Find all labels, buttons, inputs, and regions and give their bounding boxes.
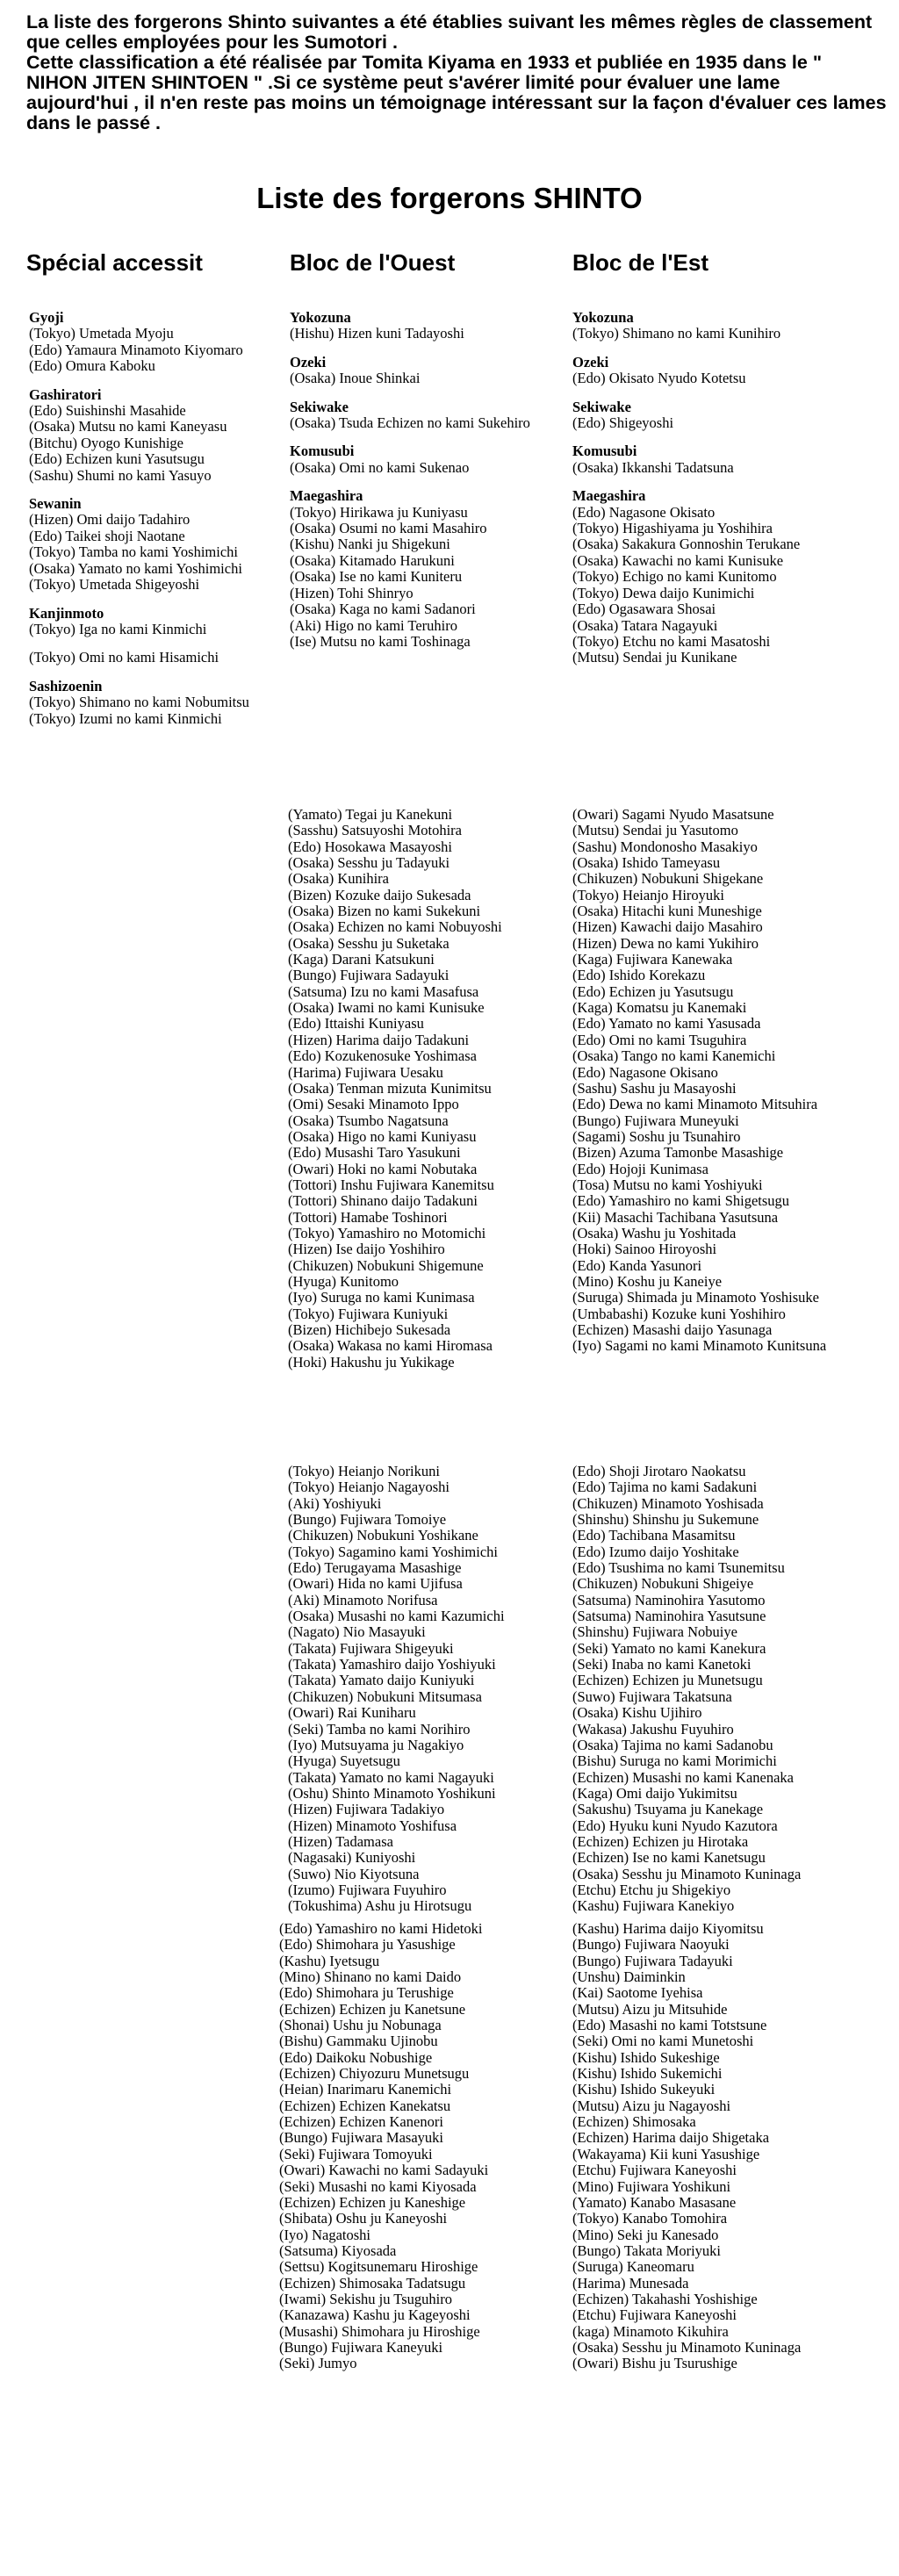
est-list-1 (572, 807, 867, 1355)
smith-name: (Tottori) Hamabe Toshinori (288, 1208, 448, 1226)
smith-name: (Edo) Hosokawa Masayoshi (288, 838, 452, 855)
smith-name: (Tokyo) Heianjo Nagayoshi (288, 1479, 450, 1496)
smith-name: (Echizen) Musashi no kami Kanenaka (572, 1768, 794, 1786)
smith-name: (Tokushima) Ashu ju Hirotsugu (288, 1897, 472, 1915)
smith-name: (Osaka) Kishu Ujihiro (572, 1704, 702, 1722)
column-header-est: Bloc de l'Est (572, 249, 708, 276)
smith-name: (Osaka) Tatara Nagayuki (572, 616, 718, 634)
rank-heading: Kanjinmoto (29, 604, 104, 622)
smith-name: (Ise) Mutsu no kami Toshinaga (290, 632, 471, 650)
smith-name: (Echizen) Takahashi Yoshishige (572, 2290, 758, 2307)
smith-name: (Osaka) Osumi no kami Masahiro (290, 520, 487, 537)
smith-name: (Edo) Yamashiro no kami Shigetsugu (572, 1192, 790, 1210)
smith-name: (Osaka) Tenman mizuta Kunimitsu (288, 1079, 492, 1097)
smith-name: (Nagasaki) Kuniyoshi (288, 1849, 416, 1867)
smith-name: (Edo) Daikoku Nobushige (279, 2048, 433, 2066)
smith-name: (Bungo) Fujiwara Naoyuki (572, 1936, 730, 1954)
smith-name: (Sakushu) Tsuyama ju Kanekage (572, 1801, 764, 1818)
column-header-ouest: Bloc de l'Ouest (290, 249, 456, 276)
smith-name: (Edo) Ittaishi Kuniyasu (288, 1015, 424, 1033)
smith-name: (Edo) Hojoji Kunimasa (572, 1160, 708, 1177)
rank-heading: Yokozuna (290, 309, 351, 326)
smith-name: (Wakayama) Kii kuni Yasushige (572, 2145, 760, 2162)
smith-name: (Hishu) Hizen kuni Tadayoshi (290, 325, 464, 342)
smith-name: (Sashu) Sashu ju Masayoshi (572, 1079, 737, 1097)
smith-name: (Suruga) Kaneomaru (572, 2258, 694, 2276)
smith-name: (Tokyo) Heianjo Hiroyuki (572, 886, 724, 903)
smith-name: (Seki) Musashi no kami Kiyosada (279, 2177, 477, 2195)
smith-name: (Shibata) Oshu ju Kaneyoshi (279, 2210, 448, 2227)
smith-name: (Bishu) Gammaku Ujinobu (279, 2033, 438, 2050)
smith-name: (Shinshu) Shinshu ju Sukemune (572, 1511, 759, 1529)
smith-name: (Hizen) Omi daijo Tadahiro (29, 511, 191, 529)
smith-name: (Edo) Omura Kaboku (29, 357, 155, 375)
smith-name: (Mutsu) Sendai ju Yasutomo (572, 822, 738, 839)
smith-name: (Tokyo) Yamashiro no Motomichi (288, 1224, 486, 1241)
smith-name: (Edo) Taikei shoji Naotane (29, 527, 185, 544)
smith-name: (Osaka) Kaga no kami Sadanori (290, 601, 476, 618)
smith-name: (Tottori) Shinano daijo Tadakuni (288, 1192, 478, 1210)
smith-name: (Hizen) Harima daijo Tadakuni (288, 1031, 470, 1048)
smith-name: (Tokyo) Shimano no kami Kunihiro (572, 325, 781, 342)
smith-name: (Edo) Terugayama Masashige (288, 1559, 462, 1577)
smith-name: (Satsuma) Naminohira Yasutomo (572, 1591, 766, 1608)
smith-name: (Hyuga) Suyetsugu (288, 1752, 400, 1770)
smith-name: (Yamato) Kanabo Masasane (572, 2193, 737, 2211)
smith-name: (Tokyo) Fujiwara Kuniyuki (288, 1305, 449, 1322)
smith-name: (Owari) Sagami Nyudo Masatsune (572, 806, 774, 823)
smith-name: (Mino) Seki ju Kanesado (572, 2226, 719, 2243)
smith-name: (Oshu) Shinto Minamoto Yoshikuni (288, 1784, 496, 1802)
smith-name: (Bungo) Fujiwara Kaneyuki (279, 2338, 443, 2356)
smith-name: (Echizen) Shimosaka (572, 2113, 696, 2131)
smith-name: (Hyuga) Kunitomo (288, 1272, 399, 1290)
smith-name: (Mino) Fujiwara Yoshikuni (572, 2177, 731, 2195)
rank-heading: Sashizoenin (29, 677, 103, 694)
smith-name: (Osaka) Kawachi no kami Kunisuke (572, 551, 784, 569)
smith-name: (Tokyo) Iga no kami Kinmichi (29, 620, 207, 637)
smith-name: (Edo) Tsushima no kami Tsunemitsu (572, 1559, 785, 1577)
smith-name: (Bungo) Fujiwara Masayuki (279, 2129, 443, 2147)
smith-name: (Osaka) Sesshu ju Minamoto Kuninaga (572, 1865, 802, 1882)
smith-name: (Seki) Fujiwara Tomoyuki (279, 2145, 433, 2162)
smith-name: (Chikuzen) Minamoto Yoshisada (572, 1494, 764, 1512)
smith-name: (Tokyo) Etchu no kami Masatoshi (572, 632, 771, 650)
smith-name: (Hizen) Tohi Shinryo (290, 584, 414, 601)
smith-name: (Bungo) Fujiwara Muneyuki (572, 1112, 739, 1129)
smith-name: (Aki) Minamoto Norifusa (288, 1591, 438, 1608)
smith-name: (Takata) Fujiwara Shigeyuki (288, 1639, 454, 1657)
smith-name: (Tokyo) Shimano no kami Nobumitsu (29, 694, 249, 711)
rank-heading: Maegashira (572, 487, 646, 505)
smith-name: (Bitchu) Oyogo Kunishige (29, 434, 183, 451)
smith-name: (Edo) Ishido Korekazu (572, 967, 706, 984)
smith-name: (Osaka) Kitamado Harukuni (290, 551, 455, 569)
smith-name: (Bizen) Hichibejo Sukesada (288, 1321, 451, 1338)
smith-name: (Mino) Koshu ju Kaneiye (572, 1272, 723, 1290)
smith-name: (Hoki) Hakushu ju Yukikage (288, 1353, 455, 1371)
smith-name: (Unshu) Daiminkin (572, 1968, 686, 1986)
rank-heading: Sekiwake (290, 398, 349, 415)
smith-name: (Bungo) Fujiwara Tomoiye (288, 1511, 447, 1529)
smith-name: (Kii) Masachi Tachibana Yasutsuna (572, 1208, 779, 1226)
smith-name: (Owari) Kawachi no kami Sadayuki (279, 2162, 489, 2179)
smith-name: (Edo) Yamashiro no kami Hidetoki (279, 1920, 483, 1937)
page-title: Liste des forgerons SHINTO (256, 182, 643, 214)
smith-name: (Hizen) Fujiwara Tadakiyo (288, 1801, 445, 1818)
smith-name: (Iyo) Nagatoshi (279, 2226, 371, 2243)
smith-name: (Mutsu) Sendai ju Kunikane (572, 649, 737, 666)
smith-name: (Hizen) Minamoto Yoshifusa (288, 1817, 457, 1834)
column-header-special: Spécial accessit (26, 249, 203, 276)
smith-name: (Kashu) Harima daijo Kiyomitsu (572, 1920, 764, 1937)
smith-name: (Edo) Shimohara ju Terushige (279, 1984, 454, 2002)
smith-name: (Izumo) Fujiwara Fuyuhiro (288, 1881, 447, 1898)
smith-name: (Mutsu) Aizu ju Mitsuhide (572, 2000, 728, 2018)
rank-heading: Yokozuna (572, 309, 634, 326)
smith-name: (Bishu) Suruga no kami Morimichi (572, 1752, 777, 1770)
smith-name: (Seki) Jumyo (279, 2355, 357, 2372)
smith-name: (Kaga) Komatsu ju Kanemaki (572, 999, 747, 1017)
smith-name: (Osaka) Wakasa no kami Hiromasa (288, 1337, 493, 1355)
smith-name: (Edo) Yamaura Minamoto Kiyomaro (29, 341, 243, 358)
smith-name: (Mutsu) Aizu ju Nagayoshi (572, 2097, 731, 2114)
smith-name: (Seki) Inaba no kami Kanetoki (572, 1656, 752, 1673)
smith-name: (Suruga) Shimada ju Minamoto Yoshisuke (572, 1289, 819, 1306)
ouest-list-2 (288, 1464, 562, 1916)
smith-name: (Tokyo) Heianjo Norikuni (288, 1464, 440, 1479)
smith-name: (Harima) Munesada (572, 2274, 689, 2292)
smith-name: (Seki) Yamato no kami Kanekura (572, 1639, 766, 1657)
est-list-2 (572, 1464, 867, 1916)
ouest-list-1 (288, 807, 562, 1371)
smith-name: (Echizen) Shimosaka Tadatsugu (279, 2274, 466, 2292)
smith-name: (Osaka) Bizen no kami Sukekuni (288, 903, 481, 920)
smith-name: (Mino) Shinano no kami Daido (279, 1968, 462, 1986)
rank-heading: Maegashira (290, 487, 363, 505)
intro-paragraph-2: Cette classification a été réalisée par Tomita Kiyama en 1933 et publiée en 1935 dans le " NIHON JITEN SHINTOEN " .Si ce système peut s'avérer limité pour évaluer une lame aujourd'hui , il n'en reste pas moins un témoignage intéressant sur la façon d'évaluer ces lames dans le passé . (26, 52, 887, 133)
smith-name: (Sashu) Mondonosho Masakiyo (572, 838, 758, 855)
smith-name: (Kishu) Nanki ju Shigekuni (290, 536, 450, 553)
smith-name: (Osaka) Inoue Shinkai (290, 370, 421, 387)
smith-name: (Osaka) Tajima no kami Sadanobu (572, 1736, 773, 1753)
rank-heading: Komusubi (572, 443, 637, 460)
smith-name: (Owari) Bishu ju Tsurushige (572, 2355, 737, 2372)
smith-name: (Osaka) Hitachi kuni Muneshige (572, 903, 762, 920)
smith-name: (Osaka) Omi no kami Sukenao (290, 458, 470, 476)
smith-name: (Iyo) Sagami no kami Minamoto Kunitsuna (572, 1337, 827, 1355)
smith-name: (Tokyo) Umetada Myoju (29, 325, 174, 342)
smith-name: (Echizen) Echizen ju Munetsugu (572, 1672, 763, 1689)
rank-heading: Sekiwake (572, 398, 631, 415)
smith-name: (Edo) Yamato no kami Yasusada (572, 1015, 761, 1033)
smith-name: (Hizen) Ise daijo Yoshihiro (288, 1241, 445, 1258)
smith-name: (Osaka) Ise no kami Kuniteru (290, 568, 463, 586)
smith-name: (Osaka) Sesshu ju Minamoto Kuninaga (572, 2338, 802, 2356)
smith-name: (Osaka) Sesshu ju Suketaka (288, 934, 450, 952)
smith-name: (Chikuzen) Nobukuni Yoshikane (288, 1527, 478, 1544)
smith-name: (Edo) Nagasone Okisano (572, 1063, 718, 1081)
smith-name: (Kaga) Fujiwara Kanewaka (572, 951, 733, 968)
smith-name: (Bungo) Fujiwara Tadayuki (572, 1952, 733, 1969)
smith-name: (Aki) Yoshiyuki (288, 1494, 382, 1512)
smith-name: (Edo) Ogasawara Shosai (572, 601, 716, 618)
smith-name: (Chikuzen) Nobukuni Shigeiye (572, 1575, 754, 1593)
smith-name: (Bizen) Kozuke daijo Sukesada (288, 886, 471, 903)
smith-name: (Osaka) Sakakura Gonnoshin Terukane (572, 536, 801, 553)
smith-name: (Osaka) Tsumbo Nagatsuna (288, 1112, 449, 1129)
smith-name: (Osaka) Washu ju Yoshitada (572, 1224, 737, 1241)
ouest-list-3 (279, 1921, 562, 2372)
smith-name: (Settsu) Kogitsunemaru Hiroshige (279, 2258, 478, 2276)
smith-name: (Edo) Musashi Taro Yasukuni (288, 1144, 461, 1162)
smith-name: (Echizen) Ise no kami Kanetsugu (572, 1849, 766, 1867)
smith-name: (Suwo) Fujiwara Takatsuna (572, 1687, 732, 1705)
smith-name: (Bizen) Azuma Tamonbe Masashige (572, 1144, 784, 1162)
smith-name: (Tokyo) Tamba no kami Yoshimichi (29, 543, 239, 561)
smith-name: (Kanazawa) Kashu ju Kageyoshi (279, 2306, 471, 2324)
smith-name: (Wakasa) Jakushu Fuyuhiro (572, 1720, 734, 1738)
smith-name: (Tokyo) Echigo no kami Kunitomo (572, 568, 777, 586)
smith-name: (Kaga) Omi daijo Yukimitsu (572, 1784, 737, 1802)
smith-name: (Bungo) Takata Moriyuki (572, 2241, 722, 2259)
rank-heading: Sewanin (29, 495, 82, 513)
smith-name: (Echizen) Masashi daijo Yasunaga (572, 1321, 773, 1338)
smith-name: (Edo) Izumo daijo Yoshitake (572, 1543, 739, 1560)
smith-name: (Seki) Omi no kami Munetoshi (572, 2033, 754, 2050)
smith-name: (Nagato) Nio Masayuki (288, 1623, 426, 1641)
smith-name: (Osaka) Iwami no kami Kunisuke (288, 999, 485, 1017)
smith-name: (Edo) Dewa no kami Minamoto Mitsuhira (572, 1096, 818, 1113)
smith-name: (Kashu) Fujiwara Kanekiyo (572, 1897, 735, 1915)
est-ranks-column (572, 310, 871, 666)
smith-name: (Edo) Tachibana Masamitsu (572, 1527, 736, 1544)
smith-name: (Shonai) Ushu ju Nobunaga (279, 2017, 442, 2034)
smith-name: (Tokyo) Izumi no kami Kinmichi (29, 709, 222, 727)
smith-name: (Kai) Saotome Iyehisa (572, 1984, 703, 2002)
smith-name: (Tokyo) Higashiyama ju Yoshihira (572, 520, 773, 537)
special-accessit-column (29, 310, 254, 727)
smith-name: (Edo) Suishinshi Masahide (29, 402, 186, 420)
smith-name: (Echizen) Echizen ju Kaneshige (279, 2193, 466, 2211)
smith-name: (Shinshu) Fujiwara Nobuiye (572, 1623, 737, 1641)
smith-name: (Etchu) Fujiwara Kaneyoshi (572, 2306, 737, 2324)
rank-heading: Ozeki (290, 353, 327, 371)
smith-name: (Echizen) Echizen ju Kanetsune (279, 2000, 466, 2018)
smith-name: (Tokyo) Umetada Shigeyoshi (29, 576, 200, 594)
smith-name: (Osaka) Ikkanshi Tadatsuna (572, 458, 734, 476)
smith-name: (Osaka) Mutsu no kami Kaneyasu (29, 418, 227, 435)
rank-heading: Ozeki (572, 353, 609, 371)
smith-name: (Satsuma) Kiyosada (279, 2241, 397, 2259)
smith-name: (Edo) Omi no kami Tsuguhira (572, 1031, 747, 1048)
smith-name: (Edo) Echizen kuni Yasutsugu (29, 450, 205, 468)
smith-name: (Owari) Rai Kuniharu (288, 1704, 416, 1722)
smith-name: (Edo) Shigeyoshi (572, 414, 674, 432)
rank-heading: Komusubi (290, 443, 355, 460)
smith-name: (Echizen) Echizen Kanenori (279, 2113, 443, 2131)
smith-name: (Osaka) Sesshu ju Tadayuki (288, 854, 450, 872)
smith-name: (Tokyo) Dewa daijo Kunimichi (572, 584, 755, 601)
smith-name: (Tottori) Inshu Fujiwara Kanemitsu (288, 1176, 494, 1193)
smith-name: (Heian) Inarimaru Kanemichi (279, 2081, 452, 2098)
smith-name: (Kashu) Iyetsugu (279, 1952, 380, 1969)
rank-heading: Gyoji (29, 309, 64, 326)
smith-name: (Osaka) Yamato no kami Yoshimichi (29, 559, 242, 577)
smith-name: (Edo) Okisato Nyudo Kotetsu (572, 370, 746, 387)
smith-name: (Kaga) Darani Katsukuni (288, 951, 435, 968)
smith-name: (Echizen) Echizen Kanekatsu (279, 2097, 451, 2114)
smith-name: (Iyo) Mutsuyama ju Nagakiyo (288, 1736, 464, 1753)
smith-name: (Echizen) Echizen ju Hirotaka (572, 1832, 749, 1850)
smith-name: (Echizen) Harima daijo Shigetaka (572, 2129, 770, 2147)
smith-name: (Chikuzen) Nobukuni Shigemune (288, 1256, 484, 1274)
smith-name: (Osaka) Kunihira (288, 870, 390, 888)
smith-name: (Edo) Hyuku kuni Nyudo Kazutora (572, 1817, 778, 1834)
smith-name: (Edo) Echizen ju Yasutsugu (572, 982, 734, 1000)
smith-name: (Tokyo) Omi no kami Hisamichi (29, 649, 219, 666)
smith-name: (Bungo) Fujiwara Sadayuki (288, 967, 450, 984)
smith-name: (Etchu) Fujiwara Kaneyoshi (572, 2162, 737, 2179)
smith-name: (Hoki) Sainoo Hiroyoshi (572, 1241, 717, 1258)
est-list-3 (572, 1921, 867, 2372)
smith-name: (Sagami) Soshu ju Tsunahiro (572, 1127, 741, 1145)
smith-name: (Echizen) Chiyozuru Munetsugu (279, 2065, 470, 2083)
smith-name: (Kishu) Ishido Sukeyuki (572, 2081, 716, 2098)
smith-name: (Seki) Tamba no kami Norihiro (288, 1720, 471, 1738)
smith-name: (Sasshu) Satsuyoshi Motohira (288, 822, 462, 839)
ouest-ranks-column (290, 310, 560, 650)
smith-name: (Aki) Higo no kami Teruhiro (290, 616, 458, 634)
smith-name: (Sashu) Shumi no kami Yasuyo (29, 466, 212, 484)
smith-name: (Kishu) Ishido Sukemichi (572, 2065, 723, 2083)
smith-name: (Tokyo) Hirikawa ju Kuniyasu (290, 503, 468, 521)
smith-name: (Hizen) Tadamasa (288, 1832, 393, 1850)
smith-name: (Suwo) Nio Kiyotsuna (288, 1865, 420, 1882)
smith-name: (Edo) Tajima no kami Sadakuni (572, 1479, 758, 1496)
smith-name: (Iwami) Sekishu ju Tsuguhiro (279, 2290, 452, 2307)
smith-name: (Tokyo) Kanabo Tomohira (572, 2210, 728, 2227)
smith-name: (Tosa) Mutsu no kami Yoshiyuki (572, 1176, 763, 1193)
smith-name: (Takata) Yamato daijo Kuniyuki (288, 1672, 475, 1689)
smith-name: (Hizen) Kawachi daijo Masahiro (572, 918, 763, 936)
smith-name: (Umbabashi) Kozuke kuni Yoshihiro (572, 1305, 786, 1322)
smith-name: (Chikuzen) Nobukuni Mitsumasa (288, 1687, 482, 1705)
smith-name: (Osaka) Tango no kami Kanemichi (572, 1047, 776, 1065)
smith-name: (Edo) Kozukenosuke Yoshimasa (288, 1047, 477, 1065)
smith-name: (Osaka) Ishido Tameyasu (572, 854, 721, 872)
intro-paragraph-1: La liste des forgerons Shinto suivantes a été établies suivant les mêmes règles de classement que celles employées pour les Sumotori . (26, 11, 873, 53)
smith-name: (kaga) Minamoto Kikuhira (572, 2322, 729, 2340)
smith-name: (Yamato) Tegai ju Kanekuni (288, 806, 453, 823)
smith-name: (Edo) Shimohara ju Yasushige (279, 1936, 456, 1954)
smith-name: (Edo) Nagasone Okisato (572, 503, 716, 521)
rank-heading: Gashiratori (29, 385, 102, 403)
smith-name: (Edo) Kanda Yasunori (572, 1256, 702, 1274)
smith-name: (Kishu) Ishido Sukeshige (572, 2048, 720, 2066)
smith-name: (Osaka) Echizen no kami Nobuyoshi (288, 918, 502, 936)
smith-name: (Osaka) Higo no kami Kuniyasu (288, 1127, 477, 1145)
intro-text (26, 12, 887, 133)
smith-name: (Etchu) Etchu ju Shigekiyo (572, 1881, 731, 1898)
smith-name: (Takata) Yamashiro daijo Yoshiyuki (288, 1656, 496, 1673)
smith-name: (Edo) Shoji Jirotaro Naokatsu (572, 1464, 746, 1479)
smith-name: (Harima) Fujiwara Uesaku (288, 1063, 443, 1081)
smith-name: (Iyo) Suruga no kami Kunimasa (288, 1289, 475, 1306)
smith-name: (Satsuma) Naminohira Yasutsune (572, 1608, 766, 1625)
smith-name: (Omi) Sesaki Minamoto Ippo (288, 1096, 459, 1113)
smith-name: (Takata) Yamato no kami Nagayuki (288, 1768, 494, 1786)
smith-name: (Owari) Hoki no kami Nobutaka (288, 1160, 478, 1177)
smith-name: (Osaka) Tsuda Echizen no kami Sukehiro (290, 414, 530, 432)
smith-name: (Tokyo) Sagamino kami Yoshimichi (288, 1543, 499, 1560)
smith-name: (Chikuzen) Nobukuni Shigekane (572, 870, 764, 888)
smith-name: (Osaka) Musashi no kami Kazumichi (288, 1608, 505, 1625)
smith-name: (Satsuma) Izu no kami Masafusa (288, 982, 479, 1000)
smith-name: (Edo) Masashi no kami Totstsune (572, 2017, 767, 2034)
smith-name: (Owari) Hida no kami Ujifusa (288, 1575, 463, 1593)
smith-name: (Hizen) Dewa no kami Yukihiro (572, 934, 759, 952)
smith-name: (Musashi) Shimohara ju Hiroshige (279, 2322, 480, 2340)
